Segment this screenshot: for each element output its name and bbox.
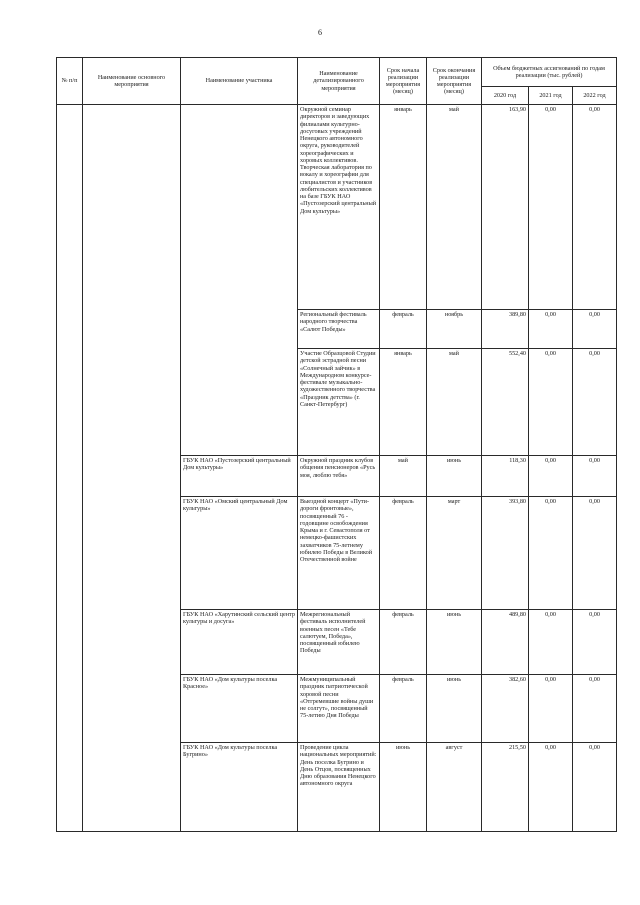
value-2020: 489,80 — [482, 610, 529, 675]
value-2021: 0,00 — [529, 105, 573, 310]
value-2020: 118,30 — [482, 456, 529, 497]
value-2022: 0,00 — [573, 497, 617, 610]
event-cell: Региональный фестиваль народного творчества «Салют Победы» — [298, 310, 380, 349]
participant-cell: ГБУК НАО «Дом культуры поселка Красное» — [181, 675, 298, 743]
num-cell — [57, 105, 83, 832]
start-cell: февраль — [380, 310, 427, 349]
header-end: Срок окончания реализации мероприятия (месяц) — [427, 58, 482, 105]
value-2020: 215,50 — [482, 743, 529, 832]
value-2020: 393,80 — [482, 497, 529, 610]
participant-cell: ГБУК НАО «Дом культуры поселка Бугрино» — [181, 743, 298, 832]
value-2022: 0,00 — [573, 349, 617, 456]
event-cell: Окружной праздник клубов общения пенсионеров «Русь моя, люблю тебя» — [298, 456, 380, 497]
header-num: № п/п — [57, 58, 83, 105]
end-cell: май — [427, 105, 482, 310]
header-main-event: Наименование основного мероприятия — [83, 58, 181, 105]
header-2022: 2022 год — [573, 87, 617, 105]
value-2021: 0,00 — [529, 610, 573, 675]
start-cell: февраль — [380, 497, 427, 610]
event-cell: Межрегиональный фестиваль исполнителей военных песен «Тебе салютуем, Победа», посвященный юбилею Победы — [298, 610, 380, 675]
start-cell: февраль — [380, 610, 427, 675]
participant-cell: ГБУК НАО «Пустозерский центральный Дом культуры» — [181, 456, 298, 497]
value-2020: 163,90 — [482, 105, 529, 310]
end-cell: ноябрь — [427, 310, 482, 349]
end-cell: август — [427, 743, 482, 832]
participant-cell: ГБУК НАО «Харутинский сельский центр культуры и досуга» — [181, 610, 298, 675]
event-cell: Участие Образцовой Студии детской эстрадной песни «Солнечный зайчик» в Международном конкурсе-фестивале музыкально-художественного творчества «Праздник детства» (г. Санкт-Петербург) — [298, 349, 380, 456]
value-2022: 0,00 — [573, 456, 617, 497]
header-2020: 2020 год — [482, 87, 529, 105]
event-cell: Межмуниципальный праздник патриотической хоровой песни «Отгремевшие войны души не солгут», посвященный 75-летию Дня Победы — [298, 675, 380, 743]
value-2022: 0,00 — [573, 675, 617, 743]
budget-table — [56, 57, 617, 832]
header-detailed-event: Наименование детализированного мероприятия — [298, 58, 380, 105]
start-cell: январь — [380, 105, 427, 310]
header-2021: 2021 год — [529, 87, 573, 105]
value-2022: 0,00 — [573, 105, 617, 310]
value-2021: 0,00 — [529, 675, 573, 743]
value-2022: 0,00 — [573, 310, 617, 349]
value-2021: 0,00 — [529, 456, 573, 497]
event-cell: Проведение цикла национальных мероприятий: День поселка Бугрино и День Отцов, посвященных Дню образования Ненецкого автономного округа — [298, 743, 380, 832]
event-cell: Выездной концерт «Пути-дороги фронтовые», посвященный 76 - годовщине освобождения Крыма и г. Севастополя от немецко-фашистских захватчиков 75-летнему юбилею Победы в Великой Отечественной войне — [298, 497, 380, 610]
header-participant: Наименование участника — [181, 58, 298, 105]
end-cell: март — [427, 497, 482, 610]
participant-cell: ГБУК НАО «Омский центральный Дом культуры» — [181, 497, 298, 610]
value-2020: 389,80 — [482, 310, 529, 349]
value-2020: 552,40 — [482, 349, 529, 456]
start-cell: июнь — [380, 743, 427, 832]
value-2021: 0,00 — [529, 497, 573, 610]
value-2022: 0,00 — [573, 610, 617, 675]
event-cell: Окружной семинар директоров и заведующих филиалами культурно-досуговых учреждений Ненецкого автономного округа, руководителей хореографических и хоровых коллективов. Творческая лаборатория по вокалу и хореографии для специалистов и участников любительских коллективов на базе ГБУК НАО «Пустозерский центральный Дом культуры» — [298, 105, 380, 310]
value-2020: 382,60 — [482, 675, 529, 743]
table-row — [57, 105, 617, 310]
value-2021: 0,00 — [529, 310, 573, 349]
header-start: Срок начала реализации мероприятия (месяц) — [380, 58, 427, 105]
header-budget: Объем бюджетных ассигнований по годам реализации (тыс. рублей) — [482, 58, 617, 87]
end-cell: июнь — [427, 610, 482, 675]
start-cell: январь — [380, 349, 427, 456]
start-cell: февраль — [380, 675, 427, 743]
value-2021: 0,00 — [529, 349, 573, 456]
participant-cell — [181, 105, 298, 456]
main-event-cell — [83, 105, 181, 832]
value-2021: 0,00 — [529, 743, 573, 832]
end-cell: июнь — [427, 675, 482, 743]
end-cell: июнь — [427, 456, 482, 497]
page-number: 6 — [318, 28, 322, 37]
value-2022: 0,00 — [573, 743, 617, 832]
end-cell: май — [427, 349, 482, 456]
start-cell: май — [380, 456, 427, 497]
